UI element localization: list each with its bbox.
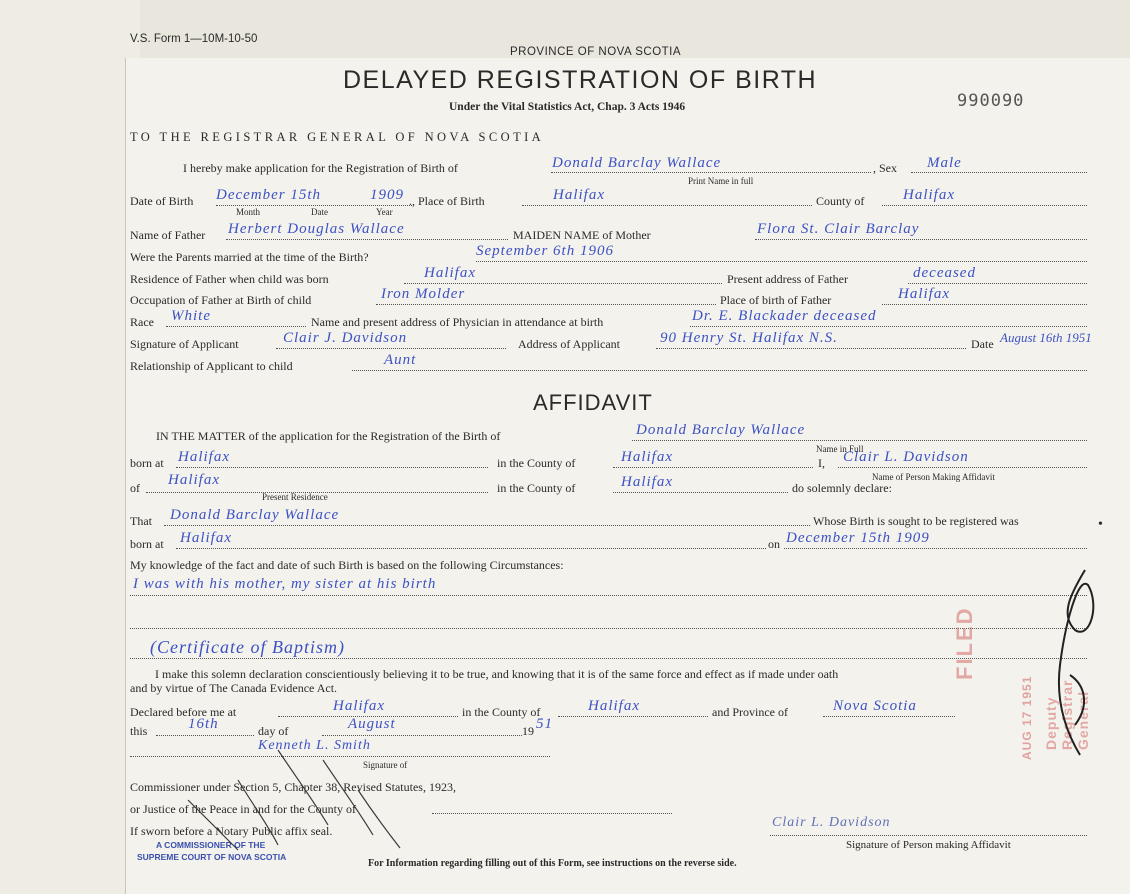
father-label: Name of Father	[130, 228, 206, 242]
commissioner-line-3: If sworn before a Notary Public affix seal.	[130, 824, 333, 838]
solemn-text: I make this solemn declaration conscientiously believing it to be true, and knowing that it is of the same force and effect as if made under oath	[155, 667, 839, 681]
applicant-sig-label: Signature of Applicant	[130, 337, 239, 351]
commissioner-signature: Kenneth L. Smith	[258, 738, 371, 753]
form-code: V.S. Form 1—10M-10-50	[130, 33, 258, 45]
on-label: on	[768, 537, 780, 551]
filed-date: AUG 17 1951	[1020, 675, 1034, 760]
affidavit-name-entry: Donald Barclay Wallace	[636, 422, 806, 438]
born-at-label-2: born at	[130, 537, 164, 551]
footer-note: For Information regarding filling out of this Form, see instructions on the reverse side.	[368, 858, 737, 869]
applicant-addr-entry: 90 Henry St. Halifax N.S.	[660, 330, 838, 346]
in-county-label-3: in the County of	[462, 705, 541, 719]
province-label: and Province of	[712, 705, 788, 719]
residence-entry-affidavit: Halifax	[168, 472, 220, 488]
county-entry-1: Halifax	[621, 449, 673, 465]
county-entry: Halifax	[903, 187, 955, 203]
race-entry: White	[171, 308, 211, 324]
county-entry-3: Halifax	[588, 698, 640, 714]
sex-entry: Male	[927, 155, 962, 171]
occupation-entry: Iron Molder	[381, 286, 466, 302]
year-prefix: 19	[522, 724, 534, 738]
father-entry: Herbert Douglas Wallace	[228, 221, 405, 237]
dob-month-entry: December 15th	[216, 187, 322, 203]
dob-year-entry: 1909	[370, 187, 404, 203]
form-subtitle: Under the Vital Statistics Act, Chap. 3 Acts 1946	[449, 101, 686, 113]
commissioner-stamp-line-1: A COMMISSIONER OF THE	[156, 840, 266, 850]
married-entry: September 6th 1906	[476, 243, 614, 259]
registrar-signature	[1030, 555, 1120, 770]
applicant-sig-entry: Clair J. Davidson	[283, 330, 408, 346]
relationship-label: Relationship of Applicant to child	[130, 359, 293, 373]
affiant-entry: Clair L. Davidson	[843, 449, 969, 465]
bleed-through-text	[30, 110, 40, 113]
sex-label: , Sex	[873, 161, 897, 175]
pob-label: ., Place of Birth	[409, 194, 485, 208]
declared-label: Declared before me at	[130, 705, 237, 719]
province-entry: Nova Scotia	[833, 698, 917, 714]
declare-text: do solemnly declare:	[792, 481, 892, 495]
addressee: TO THE REGISTRAR GENERAL OF NOVA SCOTIA	[130, 130, 545, 144]
county-label: County of	[816, 194, 865, 208]
of-label: of	[130, 481, 140, 495]
commissioner-stamp-line-2: SUPREME COURT OF NOVA SCOTIA	[137, 852, 287, 862]
day-entry: 16th	[188, 716, 219, 732]
present-addr-label: Present address of Father	[727, 272, 848, 286]
serial-number: 990090	[957, 91, 1025, 111]
applicant-addr-label: Address of Applicant	[518, 337, 620, 351]
whose-birth-text: Whose Birth is sought to be registered was	[813, 514, 1019, 528]
affiant-signature: Clair L. Davidson	[772, 815, 891, 830]
signature-of-note: Signature of	[363, 760, 408, 770]
margin-mark: •	[1098, 517, 1103, 532]
underlying-page	[0, 0, 140, 894]
occupation-label: Occupation of Father at Birth of child	[130, 293, 312, 307]
commissioner-line-2: or Justice of the Peace in and for the County of	[130, 802, 356, 816]
day-of-label: day of	[258, 724, 289, 738]
i-label: I,	[818, 456, 825, 470]
certificate-entry: (Certificate of Baptism)	[150, 637, 345, 657]
province-heading: PROVINCE OF NOVA SCOTIA	[510, 46, 682, 58]
physician-label: Name and present address of Physician in attendance at birth	[311, 315, 604, 329]
born-at-entry: Halifax	[178, 449, 230, 465]
month-entry: August	[348, 716, 396, 732]
filed-stamp: FILED	[952, 606, 977, 680]
mother-label: MAIDEN NAME of Mother	[513, 228, 651, 242]
declared-at-entry: Halifax	[333, 698, 385, 714]
married-label: Were the Parents married at the time of the Birth?	[130, 250, 369, 264]
print-name-note: Print Name in full	[688, 176, 754, 186]
race-label: Race	[130, 315, 154, 329]
child-name-entry: Donald Barclay Wallace	[552, 155, 722, 171]
form-title: DELAYED REGISTRATION OF BIRTH	[343, 66, 818, 94]
county-entry-2: Halifax	[621, 474, 673, 490]
deputy-registrar-stamp: Deputy Registrar General	[1043, 679, 1091, 750]
pen-strokes	[128, 720, 468, 860]
mother-entry: Flora St. Clair Barclay	[757, 221, 920, 237]
born-at-label: born at	[130, 456, 164, 470]
affidavit-heading: AFFIDAVIT	[533, 390, 653, 415]
residence-note: Present Residence	[262, 492, 328, 502]
residence-label: Residence of Father when child was born	[130, 272, 329, 286]
year-note: Year	[376, 207, 393, 217]
commissioner-line-1: Commissioner under Section 5, Chapter 38, Revised Statutes, 1923,	[130, 780, 456, 794]
month-note: Month	[236, 207, 261, 217]
knowledge-text: My knowledge of the fact and date of such Birth is based on the following Circumstances:	[130, 558, 564, 572]
dob-label: Date of Birth	[130, 194, 194, 208]
that-name-entry: Donald Barclay Wallace	[170, 507, 340, 523]
physician-entry: Dr. E. Blackader deceased	[692, 308, 877, 324]
date-entry: August 16th 1951	[1000, 330, 1092, 345]
relationship-entry: Aunt	[384, 352, 417, 368]
in-county-label-2: in the County of	[497, 481, 576, 495]
affiant-note: Name of Person Making Affidavit	[872, 472, 995, 482]
year-entry: 51	[536, 716, 553, 732]
father-birthplace-label: Place of birth of Father	[720, 293, 832, 307]
pob-entry: Halifax	[553, 187, 605, 203]
present-addr-entry: deceased	[913, 265, 976, 281]
father-birthplace-entry: Halifax	[898, 286, 950, 302]
this-label: this	[130, 724, 148, 738]
affidavit-matter: IN THE MATTER of the application for the Registration of the Birth of	[156, 429, 501, 443]
solemn-text-2: and by virtue of The Canada Evidence Act.	[130, 681, 338, 695]
affiant-sig-note: Signature of Person making Affidavit	[846, 839, 1011, 851]
application-intro: I hereby make application for the Registration of Birth of	[183, 161, 458, 175]
name-in-full-note: Name in Full	[816, 444, 864, 454]
date-label: Date	[971, 337, 994, 351]
residence-entry: Halifax	[424, 265, 476, 281]
born-at-entry-2: Halifax	[180, 530, 232, 546]
that-label: That	[130, 514, 152, 528]
date-note: Date	[311, 207, 328, 217]
circumstance-entry: I was with his mother, my sister at his birth	[133, 576, 437, 592]
on-date-entry: December 15th 1909	[786, 530, 930, 546]
in-county-label: in the County of	[497, 456, 576, 470]
